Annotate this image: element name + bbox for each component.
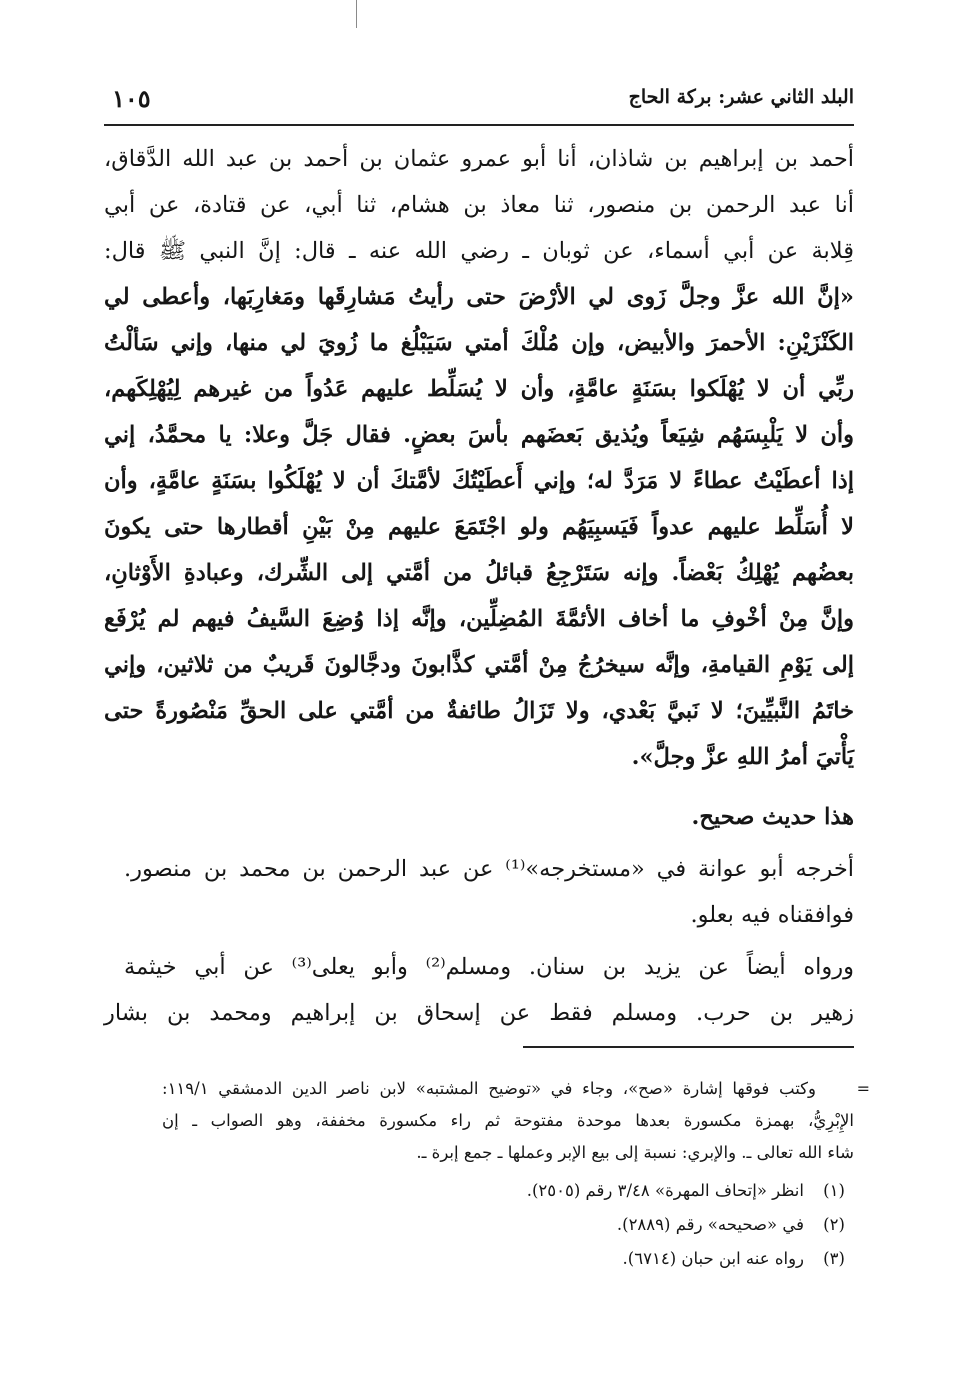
- footnote-number: (٣): [823, 1249, 845, 1268]
- hadith-line: وأن لا يَلْبِسَهُم شِيَعاً ويُذيق بَعضَهم بأسَ بعضٍ. فقال جَلَّ وعلا: يا محمَّدُ، إني: [104, 422, 854, 448]
- page-header: [104, 84, 854, 120]
- hadith-line: ربِّي أن لا يُهْلَكوا بسَنَةٍ عامَّةٍ، وأن لا يُسَلِّط عليهم عَدُواً من غيرهم لِيُهْلِكَهم،: [104, 376, 854, 402]
- paragraph-line: فوافقناه فيه بعلو.: [690, 902, 854, 928]
- footnote: [623, 1243, 854, 1275]
- hadith-line: إلى يَوْمِ القيامةِ، وإنَّه سيخرُجُ مِنْ أمَّتي كذَّابونَ ودجَّالونَ قَريبٌ من ثلاثين، وإني: [104, 652, 854, 678]
- paragraph-line: زهير بن حرب. ومسلم فقط عن إسحاق بن إبراهيم ومحمد بن بشار: [104, 1000, 854, 1026]
- hadith-line: وإنَّ مِنْ أخْوفِ ما أخاف الأئمَّةَ المُضِلِّين، وإنَّه إذا وُضِعَ السَّيفُ فيهم لم يُرْفَع: [104, 606, 854, 632]
- hadith-line: لا أُسَلِّط عليهم عدواً فَيَسبِيَهُم ولو اجْتَمَعَ عليهم مِنْ بَيْنِ أقطارها حتى يكونَ: [104, 514, 854, 540]
- hadith-line: خاتَمُ النَّبيِّينَ؛ لا نَبيَّ بَعْدي، ولا تَزَالُ طائفةٌ من أمَّتي على الحقِّ مَنْصُورةً حتى: [104, 698, 854, 724]
- footnote: [527, 1175, 854, 1207]
- footnote-continuation-line: شاء الله تعالى ـ. والإبري: نسبة إلى بيع الإبر وعملها ـ جمع إبرة ـ.: [416, 1143, 854, 1162]
- hadith-verdict: هذا حديث صحيح.: [691, 804, 854, 830]
- footnote-continuation-line: وكتب فوقها إشارة «صح»، وجاء في «توضيح المشتبه» لابن ناصر الدين الدمشقي ١١٩/١:: [162, 1079, 816, 1098]
- hadith-line: «إنَّ الله عزَّ وجلَّ زَوى لي الأرْضَ حتى رأيتُ مَشارِقَها ومَغارِبَها، وأعطى لي: [104, 284, 854, 310]
- footnote-text: انظر «إتحاف المهرة» ٣/٤٨ رقم (٢٥٠٥).: [526, 1181, 804, 1200]
- paragraph-line: أخرجه أبو عوانة في «مستخرجه»⁽¹⁾ عن عبد الرحمن بن محمد بن منصور.: [124, 856, 855, 882]
- header-rule: [104, 124, 854, 126]
- footnote-text: في «صحيحه» رقم (٢٨٨٩).: [616, 1215, 804, 1234]
- page-top-mark: [356, 0, 357, 28]
- hadith-line: يَأْتيَ أمرُ اللهِ عزَّ وجلَّ».: [631, 744, 854, 770]
- paragraph-line: ورواه أيضاً عن يزيد بن سنان. ومسلم⁽²⁾ وأبو يعلى⁽³⁾ عن أبي خيثمة: [124, 954, 854, 980]
- isnad-line: أنا عبد الرحمن بن منصور، ثنا معاذ بن هشام، ثنا أبي، عن قتادة، عن أبي: [104, 192, 854, 218]
- footnote-rule: [523, 1046, 854, 1048]
- footnote-text: رواه عنه ابن حبان (٦٧١٤).: [622, 1249, 804, 1268]
- footnote-continuation-line: الإِبْرِيُّ، بهمزة مكسورة بعدها موحدة مفتوحة ثم راء مكسورة مخففة، وهو الصواب ـ إن: [162, 1111, 854, 1130]
- hadith-line: بعضُهم يُهْلِكُ بَعْضاً. وإنه سَتَرْجِعُ قبائلُ من أمَّتي إلى الشِّرك، وعبادةِ الأَوْثانِ،: [104, 560, 854, 586]
- footnote-number: (١): [823, 1181, 845, 1200]
- page-number: ١٠٥: [112, 84, 151, 113]
- isnad-line: قِلابة عن أبي أسماء، عن ثوبان ـ رضي الله عنه ـ قال: إنَّ النبي ﷺ قال:: [104, 238, 854, 264]
- footnote: [617, 1209, 854, 1241]
- footnote-continuation-marker: =: [856, 1079, 870, 1098]
- running-title: البلد الثاني عشر: بركة الحاج: [628, 86, 854, 108]
- isnad-line: أحمد بن إبراهيم بن شاذان، أنا أبو عمرو عثمان بن أحمد بن عبد الله الدَّقاق،: [104, 146, 854, 172]
- footnote-number: (٢): [823, 1215, 845, 1234]
- hadith-line: إذا أعطَيْتُ عطاءً لا مَرَدَّ له؛ وإني أَعطَيْتُكَ لأمَّتكَ أن لا يُهْلَكُوا بسَنَةٍ عامَّةٍ، وأن: [104, 468, 854, 494]
- hadith-line: الكَنْزَيْنِ: الأحمرَ والأبيض، وإن مُلْكَ أمتي سَيَبْلُغ ما زُويَ لي منها، وإني سَألْتُ: [104, 330, 854, 356]
